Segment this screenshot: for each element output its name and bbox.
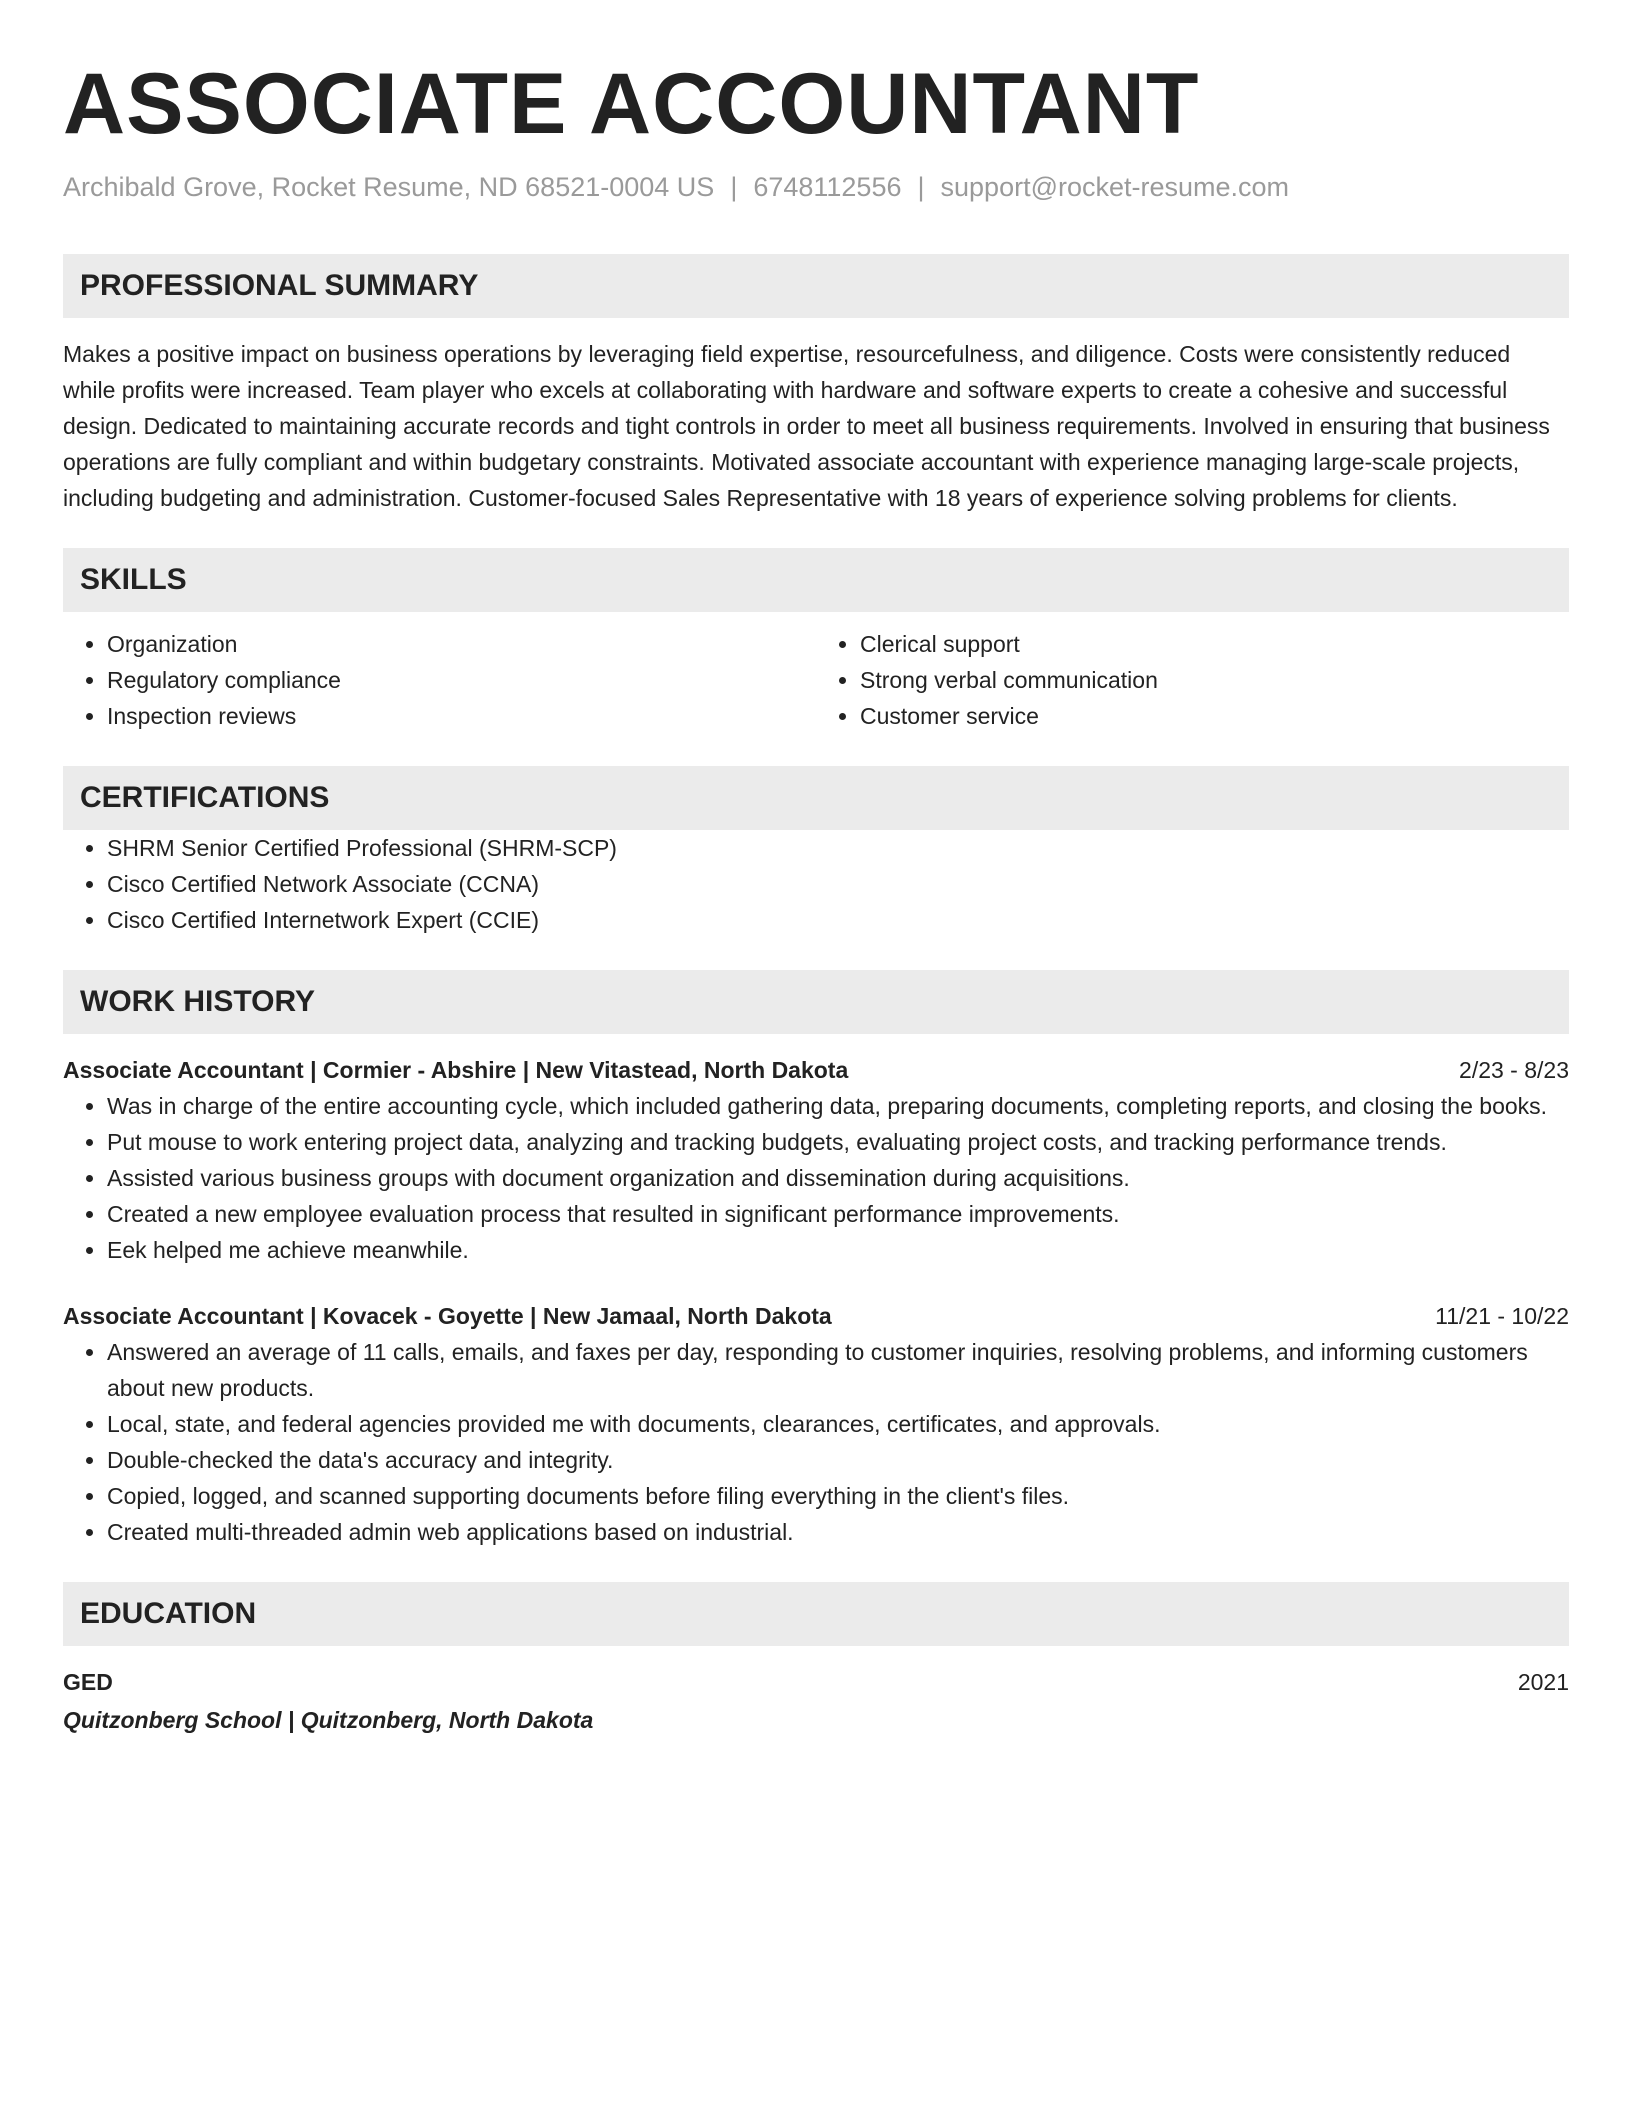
summary-heading: PROFESSIONAL SUMMARY (63, 254, 1569, 318)
skills-list-right (816, 626, 1569, 734)
education-degree: GED (63, 1669, 113, 1695)
job-bullets (63, 1334, 1569, 1550)
education-heading: EDUCATION (63, 1582, 1569, 1646)
skill-item: • Organization (107, 626, 816, 662)
certifications-list (63, 830, 1569, 938)
job-bullet: • Eek helped me achieve meanwhile. (107, 1232, 1569, 1268)
contact-phone: 6748112556 (753, 172, 902, 202)
contact-address: Archibald Grove, Rocket Resume, ND 68521-0004 US (63, 172, 715, 202)
job-dates: 11/21 - 10/22 (1435, 1303, 1569, 1329)
education-school: Quitzonberg School | Quitzonberg, North Dakota (63, 1707, 594, 1733)
job-header (63, 1298, 1569, 1334)
job-bullet: • Double-checked the data's accuracy and integrity. (107, 1442, 1569, 1478)
skills-heading: SKILLS (63, 548, 1569, 612)
job-bullet: • Answered an average of 11 calls, emails, and faxes per day, responding to customer inquiries, resolving problems, and informing customers about new products. (107, 1334, 1569, 1406)
work-history-heading: WORK HISTORY (63, 970, 1569, 1034)
certification-item: • SHRM Senior Certified Professional (SHRM-SCP) (107, 830, 1569, 866)
contact-separator: | (730, 172, 738, 202)
job-bullet: • Created multi-threaded admin web applications based on industrial. (107, 1514, 1569, 1550)
summary-text: Makes a positive impact on business operations by leveraging field expertise, resourcefulness, and diligence. Costs were consistently reduced while profits were increased. Team player who excels at collaborating with hardware and software experts to create a cohesive and successful design. Dedicated to maintaining accurate records and tight controls in order to meet all business requirements. Involved in ensuring that business operations are fully compliant and within budgetary constraints. Motivated associate accountant with experience managing large-scale projects, including budgeting and administration. Customer-focused Sales Representative with 18 years of experience solving problems for clients. (63, 341, 1550, 511)
skill-item: • Inspection reviews (107, 698, 816, 734)
skill-item: • Regulatory compliance (107, 662, 816, 698)
job-title: Associate Accountant | Cormier - Abshire | New Vitastead, North Dakota (63, 1057, 849, 1083)
skills-columns (63, 626, 1569, 734)
job-bullets (63, 1088, 1569, 1268)
job-bullet: • Local, state, and federal agencies provided me with documents, clearances, certificates, and approvals. (107, 1406, 1569, 1442)
contact-separator: | (917, 172, 925, 202)
contact-line (63, 170, 1569, 204)
resume-title: ASSOCIATE ACCOUNTANT (63, 56, 1200, 152)
certification-item: • Cisco Certified Internetwork Expert (CCIE) (107, 902, 1569, 938)
job-dates: 2/23 - 8/23 (1459, 1057, 1569, 1083)
certifications-heading: CERTIFICATIONS (63, 766, 1569, 830)
job-bullet: • Created a new employee evaluation process that resulted in significant performance improvements. (107, 1196, 1569, 1232)
certification-item: • Cisco Certified Network Associate (CCNA) (107, 866, 1569, 902)
job-bullet: • Was in charge of the entire accounting cycle, which included gathering data, preparing documents, completing reports, and closing the books. (107, 1088, 1569, 1124)
skills-list-left (63, 626, 816, 734)
job-title: Associate Accountant | Kovacek - Goyette | New Jamaal, North Dakota (63, 1303, 832, 1329)
skill-item: • Strong verbal communication (860, 662, 1569, 698)
education-header (63, 1664, 1569, 1700)
job-entry (63, 1052, 1569, 1268)
education-year: 2021 (1517, 1669, 1569, 1695)
job-bullet: • Copied, logged, and scanned supporting documents before filing everything in the client's files. (107, 1478, 1569, 1514)
skill-item: • Clerical support (860, 626, 1569, 662)
skill-item: • Customer service (860, 698, 1569, 734)
job-entry (63, 1298, 1569, 1550)
job-bullet: • Put mouse to work entering project data, analyzing and tracking budgets, evaluating project costs, and tracking performance trends. (107, 1124, 1569, 1160)
job-bullet: • Assisted various business groups with document organization and dissemination during acquisitions. (107, 1160, 1569, 1196)
job-header (63, 1052, 1569, 1088)
contact-email: support@rocket-resume.com (940, 172, 1290, 202)
